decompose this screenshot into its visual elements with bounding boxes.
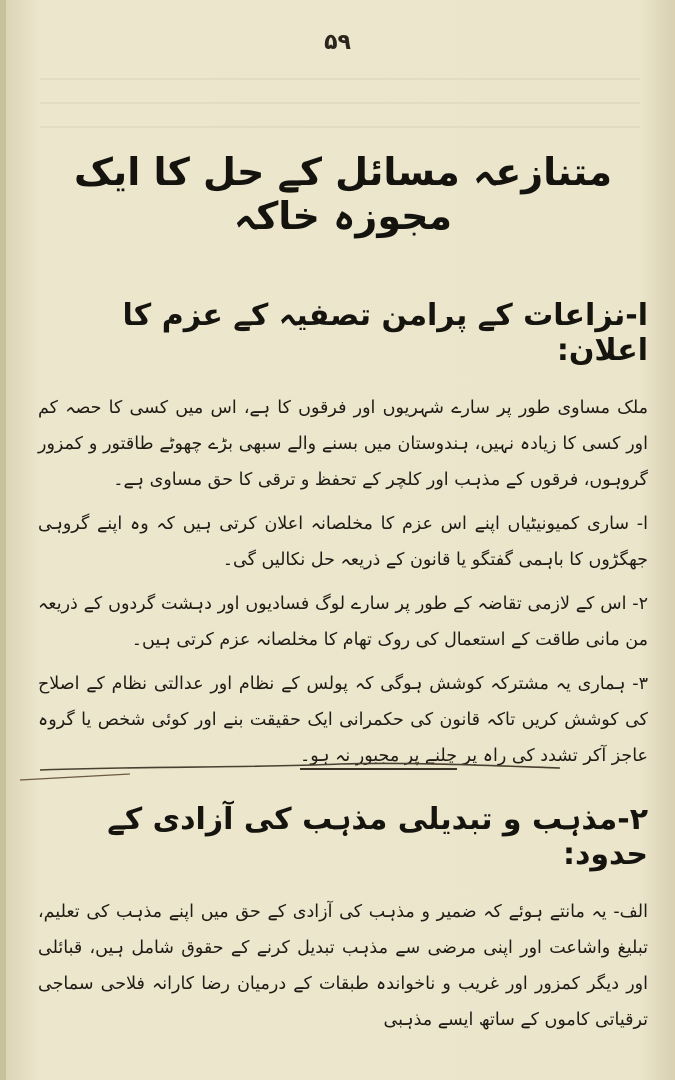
- section-1-heading: ا-نزاعات کے پرامن تصفیہ کے عزم کا اعلان:: [122, 298, 648, 368]
- section-2-paragraph: الف- یہ مانتے ہوئے کہ ضمیر و مذہب کی آزادی کے حق میں اپنے مذہب کی تعلیم، تبلیغ واشاعت اور اپنی مرضی سے مذہب تبدیل کرنے کے حقوق شامل ہیں، قبائلی اور دیگر کمزور اور غریب و ناخواندہ طبقات کے درمیان رضا کارانہ فلاحی سماجی ترقیاتی کاموں کے ساتھ ایسے مذہبی: [38, 902, 648, 1030]
- page-edge-shadow: [0, 0, 6, 1080]
- page-number: ۵۹: [324, 30, 351, 55]
- document-title: متنازعہ مسائل کے حل کا ایک مجوزہ خاکہ: [74, 150, 612, 238]
- section-1-point-1: ا- ساری کمیونیٹیاں اپنے اس عزم کا مخلصانہ اعلان کرتی ہیں کہ وہ اپنے گروہی جھگڑوں کا باہمی گفتگو یا قانون کے ذریعہ حل نکالیں گی۔: [38, 514, 648, 570]
- bleed-through-texture: [40, 78, 640, 138]
- document-body: [38, 150, 648, 1038]
- section-1-intro: ملک مساوی طور پر سارے شہریوں اور فرقوں کا ہے، اس میں کسی کا حصہ کم اور کسی کا زیادہ نہیں، ہندوستان میں بسنے والے سبھی بڑے چھوٹے طاقتور و کمزور گروہوں، فرقوں کے مذہب اور کلچر کے تحفظ و ترقی کا حق مساوی ہے۔: [38, 398, 648, 490]
- section-1-point-2: ۲- اس کے لازمی تقاضہ کے طور پر سارے لوگ فسادیوں اور دہشت گردوں کے ذریعہ من مانی طاقت کے استعمال کی روک تھام کا مخلصانہ عزم کرتی ہیں۔: [38, 594, 648, 650]
- section-1-point-3-main: ۳- ہماری یہ مشترکہ کوشش ہوگی کہ پولس کے نظام اور عدالتی نظام کے اصلاح کی کوشش کریں تاکہ قانون کی حکمرانی ایک حقیقت بنے اور کوئی شخص یا گروہ عاجز آکر تشدد کی راہ پر: [38, 674, 648, 766]
- pen-underline-mark: [0, 758, 675, 798]
- section-1-point-3-underlined-end: چلنے پر مجبور نہ ہو۔: [300, 746, 457, 770]
- section-2-heading: ۲-مذہب و تبدیلی مذہب کی آزادی کے حدود:: [107, 802, 648, 872]
